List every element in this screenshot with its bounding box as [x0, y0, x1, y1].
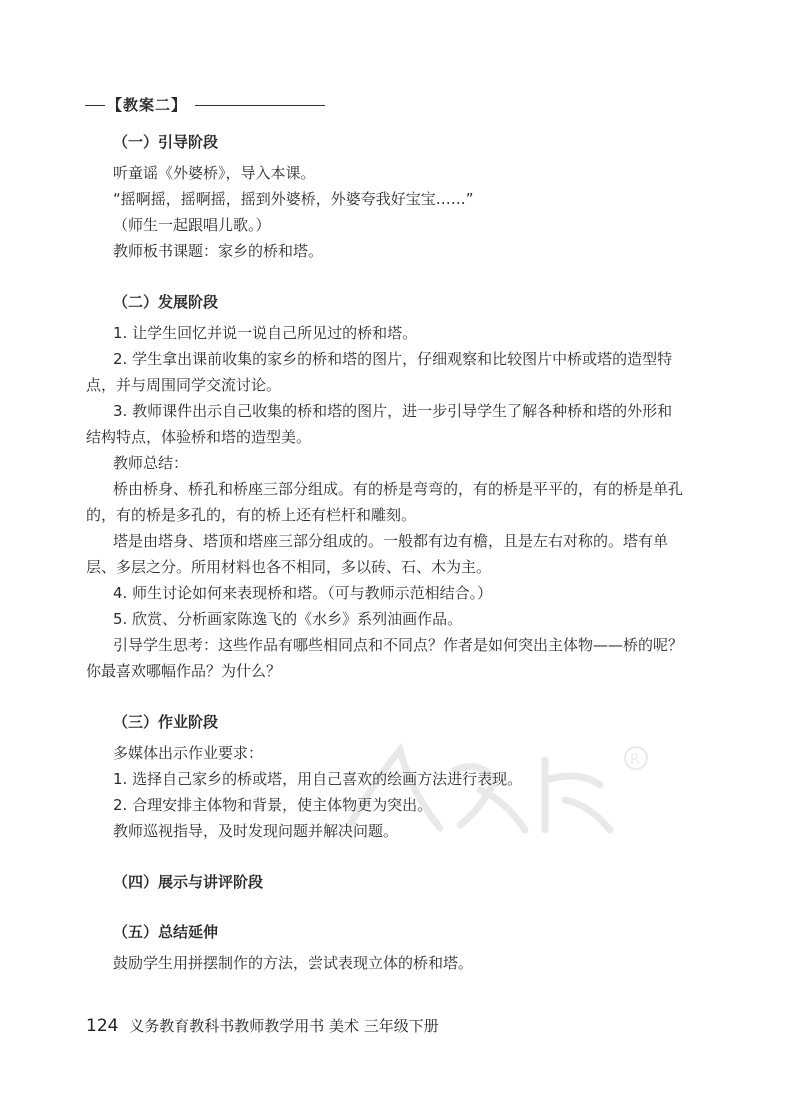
- paragraph: 引导学生思考：这些作品有哪些相同点和不同点？作者是如何突出主体物——桥的呢？: [113, 636, 684, 654]
- list-item-continued: 点，并与周围同学交流讨论。: [86, 376, 282, 394]
- list-item: 2. 合理安排主体物和背景，使主体物更为突出。: [113, 796, 433, 814]
- paragraph-continued: 的，有的桥是多孔的，有的桥上还有栏杆和雕刻。: [86, 506, 417, 524]
- header-rule-right: [195, 105, 325, 106]
- list-item: 4. 师生讨论如何来表现桥和塔。（可与教师示范相结合。）: [113, 584, 493, 602]
- list-item: 2. 学生拿出课前收集的家乡的桥和塔的图片，仔细观察和比较图片中桥或塔的造型特: [113, 350, 673, 368]
- page-number: 124: [86, 1016, 119, 1036]
- paragraph: 教师巡视指导，及时发现问题并解决问题。: [113, 822, 399, 840]
- book-title: 义务教育教科书教师教学用书 美术 三年级下册: [129, 1017, 439, 1035]
- paragraph: 听童谣《外婆桥》，导入本课。: [113, 164, 316, 182]
- list-item: 1. 让学生回忆并说一说自己所见过的桥和塔。: [113, 324, 418, 342]
- paragraph: 多媒体出示作业要求：: [113, 744, 264, 762]
- lesson-content: [86, 130, 713, 976]
- paragraph-continued: 层、多层之分。所用材料也各不相同，多以砖、石、木为主。: [86, 558, 492, 576]
- list-item-continued: 结构特点，体验桥和塔的造型美。: [86, 428, 312, 446]
- list-item: 1. 选择自己家乡的桥或塔，用自己喜欢的绘画方法进行表现。: [113, 770, 523, 788]
- list-item: 5. 欣赏、分析画家陈逸飞的《水乡》系列油画作品。: [113, 610, 463, 628]
- publisher-watermark: [330, 740, 660, 840]
- paragraph: 教师板书课题：家乡的桥和塔。: [113, 242, 324, 260]
- paragraph: （师生一起跟唱儿歌。）: [113, 216, 271, 234]
- header-rule-left: [85, 105, 105, 106]
- paragraph: 鼓励学生用拼摆制作的方法，尝试表现立体的桥和塔。: [113, 954, 474, 972]
- list-item: 3. 教师课件出示自己收集的桥和塔的图片，进一步引导学生了解各种桥和塔的外形和: [113, 402, 673, 420]
- section-title-showcase: （四）展示与讲评阶段: [113, 873, 264, 891]
- svg-text:R: R: [630, 752, 640, 768]
- paragraph: 塔是由塔身、塔顶和塔座三部分组成的。一般都有边有檐，且是左右对称的。塔有单: [113, 532, 669, 550]
- paragraph-continued: 你最喜欢哪幅作品？为什么？: [86, 662, 282, 680]
- paragraph: 教师总结：: [113, 454, 189, 472]
- section-title-homework: （三）作业阶段: [113, 713, 219, 731]
- paragraph: “摇啊摇，摇啊摇，摇到外婆桥，外婆夸我好宝宝……”: [113, 190, 474, 208]
- paragraph: 桥由桥身、桥孔和桥座三部分组成。有的桥是弯弯的，有的桥是平平的，有的桥是单孔: [113, 480, 684, 498]
- page-footer: [86, 1015, 439, 1036]
- lesson-plan-title: 【教案二】: [107, 96, 188, 114]
- lesson-plan-header: [85, 94, 325, 116]
- section-title-development: （二）发展阶段: [113, 293, 219, 311]
- section-title-summary: （五）总结延伸: [113, 923, 219, 941]
- section-title-guide: （一）引导阶段: [113, 133, 219, 151]
